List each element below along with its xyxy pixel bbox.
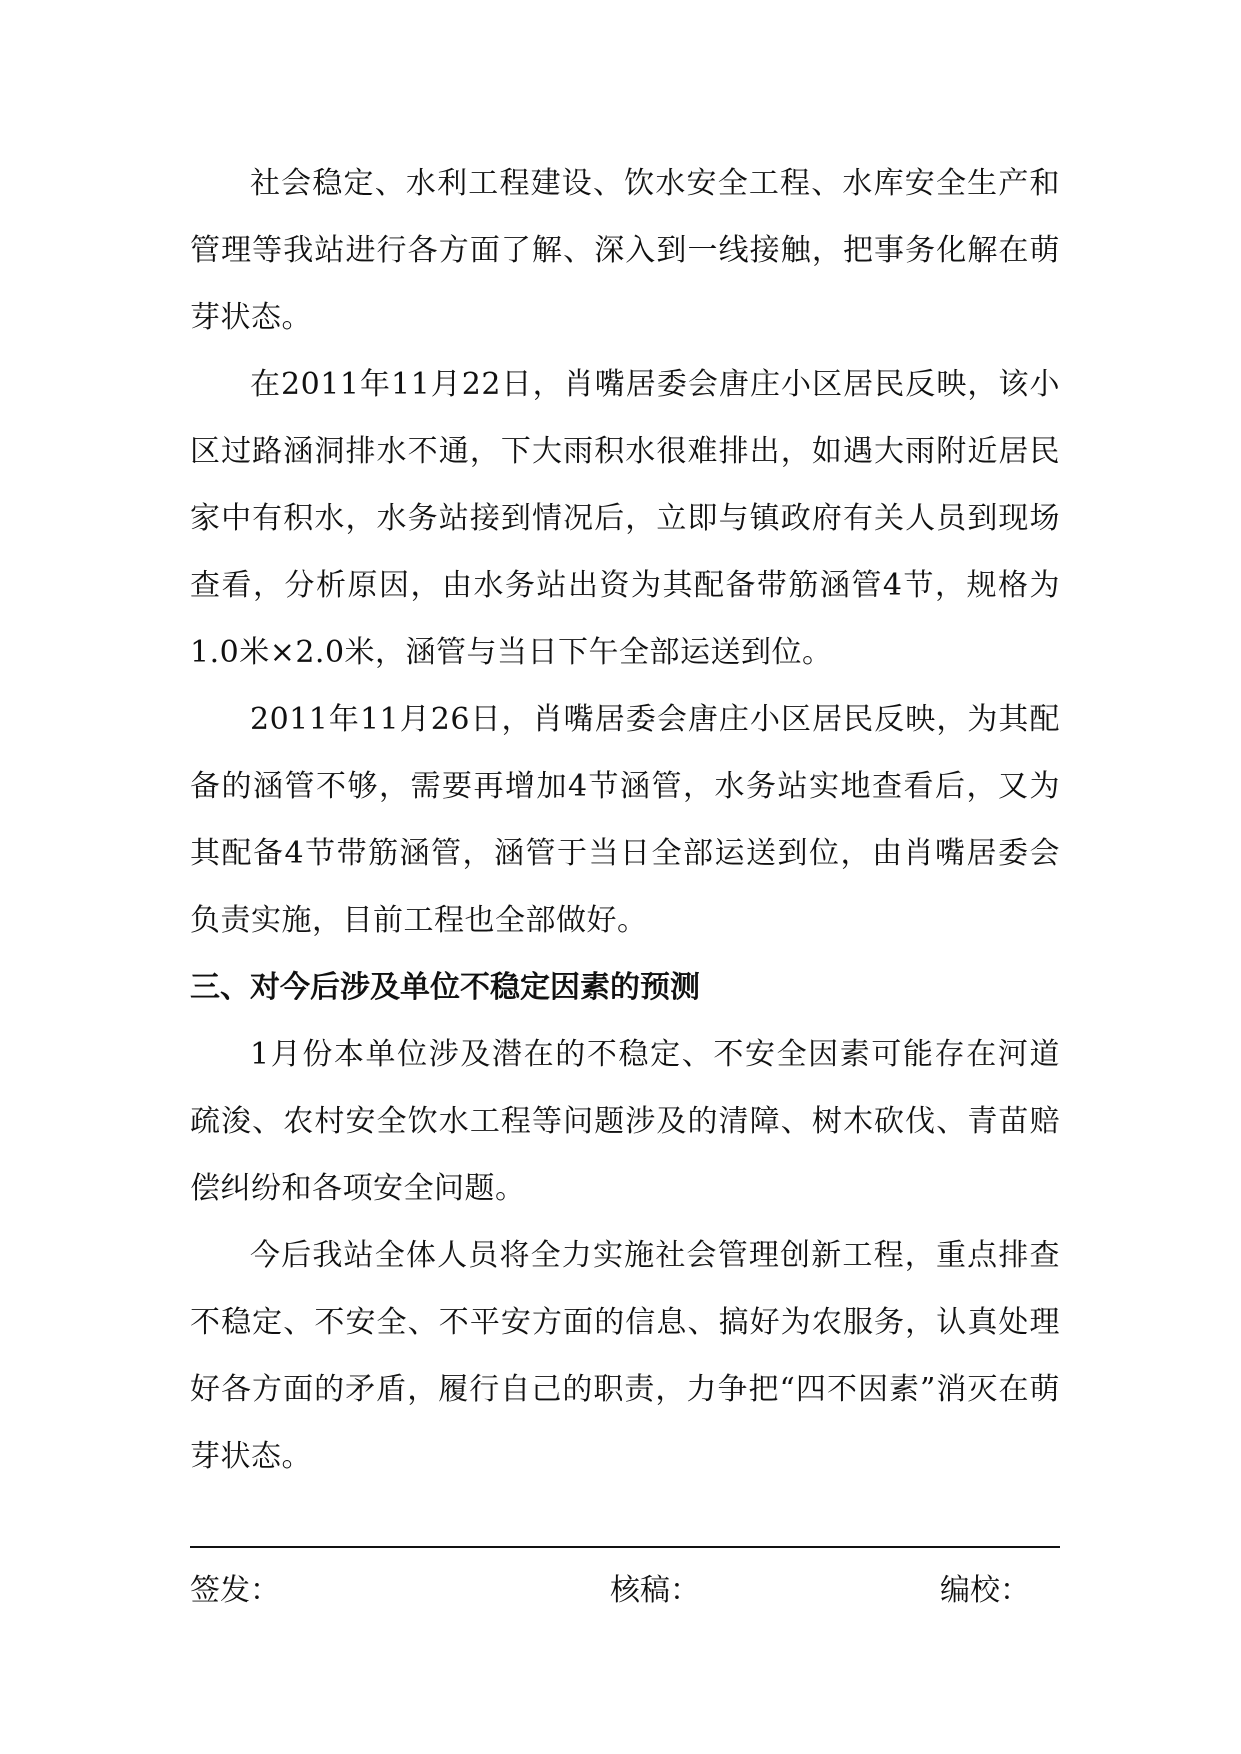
paragraph-culvert-nov26: 2011年11月26日，肖嘴居委会唐庄小区居民反映，为其配备的涵管不够，需要再增加4节涵管，水务站实地查看后，又为其配备4节带筋涵管，涵管于当日全部运送到位，由肖嘴居委会负责实施，目前工程也全部做好。: [190, 702, 1060, 938]
footer-signoff: [190, 1566, 1060, 1616]
paragraph-culvert-nov22: 在2011年11月22日，肖嘴居委会唐庄小区居民反映，该小区过路涵洞排水不通，下大雨积水很难排出，如遇大雨附近居民家中有积水，水务站接到情况后，立即与镇政府有关人员到现场查看，分析原因，由水务站出资为其配备带筋涵管4节，规格为1.0米×2.0米，涵管与当日下午全部运送到位。: [190, 367, 1060, 670]
footer-issuer-label: 签发：: [190, 1573, 280, 1608]
paragraph-social-stability: 社会稳定、水利工程建设、饮水安全工程、水库安全生产和管理等我站进行各方面了解、深入到一线接触，把事务化解在萌芽状态。: [190, 166, 1060, 335]
paragraph-future-work: 今后我站全体人员将全力实施社会管理创新工程，重点排查不稳定、不安全、不平安方面的信息、搞好为农服务，认真处理好各方面的矛盾，履行自己的职责，力争把“四不因素”消灭在萌芽状态。: [190, 1238, 1060, 1474]
section-heading-forecast: 三、对今后涉及单位不稳定因素的预测: [190, 970, 700, 1005]
paragraph-january-risks: 1月份本单位涉及潜在的不稳定、不安全因素可能存在河道疏浚、农村安全饮水工程等问题涉及的清障、树木砍伐、青苗赔偿纠纷和各项安全问题。: [190, 1037, 1060, 1206]
footer-reviewer-label: 核稿：: [610, 1573, 700, 1608]
footer-divider: [190, 1546, 1060, 1548]
footer-proofreader-label: 编校：: [940, 1573, 1030, 1608]
document-body: [190, 150, 1060, 1490]
